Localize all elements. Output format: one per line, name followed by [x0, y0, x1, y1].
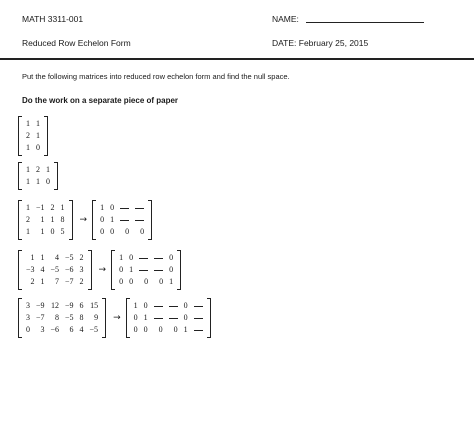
matrix: [18, 298, 106, 338]
matrix-entry: −9: [65, 301, 74, 310]
blank-line: [169, 306, 178, 307]
blank-entry: [151, 300, 166, 312]
matrix-entry: 1: [129, 265, 134, 274]
matrix-entry: 0: [169, 265, 174, 274]
matrix-entry: 2: [26, 215, 30, 224]
matrix-entry: 2: [30, 277, 35, 286]
blank-line: [139, 270, 148, 271]
blank-line: [194, 330, 203, 331]
matrix-entry: 0: [26, 325, 30, 334]
matrix-entry: 8: [60, 215, 65, 224]
matrix-entry: 8: [79, 313, 84, 322]
blank-line: [135, 220, 144, 221]
matrix-entry: 1: [169, 277, 174, 286]
matrix-entry: 2: [79, 253, 84, 262]
matrix-entry: 3: [26, 301, 30, 310]
rref-matrix: [126, 298, 211, 338]
matrix-entry: 0: [110, 203, 115, 212]
matrix-entry: 1: [26, 227, 30, 236]
matrix-entry: 2: [36, 165, 40, 174]
matrix-entry: −3: [26, 265, 35, 274]
blank-entry: [191, 312, 206, 324]
blank-entry: [151, 312, 166, 324]
matrix-entry: 1: [50, 215, 55, 224]
matrix-entry: 0: [183, 313, 188, 322]
blank-entry: [136, 252, 151, 264]
blank-line: [135, 208, 144, 209]
name-blank-line: [306, 22, 424, 23]
blank-entry: [136, 264, 151, 276]
matrix-entry: 3: [26, 313, 30, 322]
matrix-entry: 12: [51, 301, 60, 310]
matrix-entry: 0: [169, 253, 174, 262]
matrix-entry: −7: [65, 277, 74, 286]
matrix-entry: 1: [40, 253, 45, 262]
matrix-entry: 0: [143, 325, 148, 334]
matrix-entry: −5: [50, 265, 60, 274]
matrix-entry: −5: [65, 253, 74, 262]
matrix-entry: 9: [94, 313, 99, 322]
rref-arrow: →: [79, 215, 88, 225]
matrix-entry: 0: [144, 277, 149, 286]
matrix-entry: −7: [36, 313, 45, 322]
rref-arrow: →: [113, 313, 121, 323]
blank-entry: [191, 324, 206, 336]
matrix: [18, 116, 48, 156]
matrix-entry: 1: [26, 119, 30, 128]
blank-line: [120, 208, 129, 209]
matrix-entry: 1: [40, 215, 45, 224]
matrix-entry: 1: [40, 227, 45, 236]
matrix-entry: 3: [79, 265, 84, 274]
matrix-entry: 1: [36, 131, 40, 140]
matrix-entry: −5: [89, 325, 99, 334]
date-label: DATE: February 25, 2015: [272, 38, 369, 48]
matrix-entry: 0: [125, 227, 130, 236]
matrix-entry: 0: [119, 265, 124, 274]
matrix-entry: 1: [26, 203, 30, 212]
blank-line: [194, 306, 203, 307]
matrix-entry: 1: [60, 203, 65, 212]
matrix-entry: 7: [55, 277, 60, 286]
matrix-entry: 0: [158, 325, 163, 334]
matrix-entry: −6: [50, 325, 60, 334]
matrix-entry: 2: [79, 277, 84, 286]
separate-paper-note: Do the work on a separate piece of paper: [22, 96, 179, 105]
matrix-entry: 1: [26, 143, 30, 152]
matrix-entry: 0: [143, 301, 148, 310]
problem-2: [18, 162, 60, 190]
matrix-entry: 1: [143, 313, 148, 322]
matrix-entry: 6: [79, 301, 84, 310]
rref-matrix: [92, 200, 152, 240]
matrix-entry: 5: [60, 227, 65, 236]
matrix-entry: 0: [50, 227, 55, 236]
matrix-entry: 1: [133, 301, 138, 310]
matrix-entry: 1: [26, 165, 30, 174]
matrix-entry: −9: [36, 301, 45, 310]
matrix-entry: 1: [30, 253, 35, 262]
matrix-entry: 1: [26, 177, 30, 186]
matrix-entry: 1: [46, 165, 50, 174]
problem-4: [18, 250, 183, 290]
matrix-entry: 1: [36, 177, 40, 186]
blank-line: [154, 258, 163, 259]
matrix-entry: 15: [90, 301, 99, 310]
matrix-entry: 0: [133, 313, 138, 322]
blank-line: [154, 270, 163, 271]
matrix-entry: 0: [36, 143, 40, 152]
matrix-entry: −1: [36, 203, 45, 212]
matrix-entry: 1: [100, 203, 105, 212]
matrix-entry: 0: [129, 253, 134, 262]
matrix-entry: 8: [55, 313, 60, 322]
matrix-entry: 0: [46, 177, 50, 186]
matrix-entry: 0: [100, 227, 105, 236]
matrix-entry: 0: [159, 277, 164, 286]
instructions: Put the following matrices into reduced row echelon form and find the null space.: [22, 72, 290, 81]
matrix-entry: 0: [133, 325, 138, 334]
matrix-entry: 4: [55, 253, 60, 262]
matrix: [18, 200, 73, 240]
matrix-entry: 1: [119, 253, 124, 262]
matrix-entry: 4: [40, 265, 45, 274]
matrix: [18, 250, 92, 290]
course-label: MATH 3311-001: [22, 14, 84, 24]
blank-entry: [151, 252, 166, 264]
matrix-entry: 0: [119, 277, 124, 286]
matrix-entry: 0: [183, 301, 188, 310]
blank-entry: [166, 312, 181, 324]
blank-entry: [191, 300, 206, 312]
matrix-entry: −5: [65, 313, 74, 322]
matrix-entry: 4: [79, 325, 84, 334]
blank-line: [154, 318, 163, 319]
matrix-entry: 0: [110, 227, 115, 236]
matrix-entry: 3: [40, 325, 45, 334]
matrix-entry: 6: [69, 325, 74, 334]
problem-3: [18, 200, 154, 240]
header-rule: [0, 58, 474, 60]
matrix-entry: 0: [129, 277, 134, 286]
worksheet-title: Reduced Row Echelon Form: [22, 38, 131, 48]
blank-entry: [132, 202, 147, 214]
blank-entry: [151, 264, 166, 276]
name-label: NAME:: [272, 14, 299, 24]
blank-line: [194, 318, 203, 319]
blank-line: [169, 318, 178, 319]
matrix: [18, 162, 58, 190]
problem-5: [18, 298, 213, 338]
matrix-entry: 1: [36, 119, 40, 128]
rref-arrow: →: [98, 265, 107, 275]
matrix-entry: 2: [26, 131, 30, 140]
problem-1: [18, 116, 50, 156]
blank-line: [139, 258, 148, 259]
blank-entry: [117, 214, 132, 226]
matrix-entry: 1: [183, 325, 188, 334]
blank-entry: [117, 202, 132, 214]
rref-matrix: [111, 250, 181, 290]
blank-entry: [132, 214, 147, 226]
matrix-entry: 1: [40, 277, 45, 286]
matrix-entry: 0: [100, 215, 105, 224]
blank-entry: [166, 300, 181, 312]
matrix-entry: 1: [110, 215, 115, 224]
blank-line: [154, 306, 163, 307]
matrix-entry: 2: [50, 203, 55, 212]
matrix-entry: 0: [173, 325, 178, 334]
blank-line: [120, 220, 129, 221]
matrix-entry: 0: [140, 227, 145, 236]
matrix-entry: −6: [65, 265, 74, 274]
